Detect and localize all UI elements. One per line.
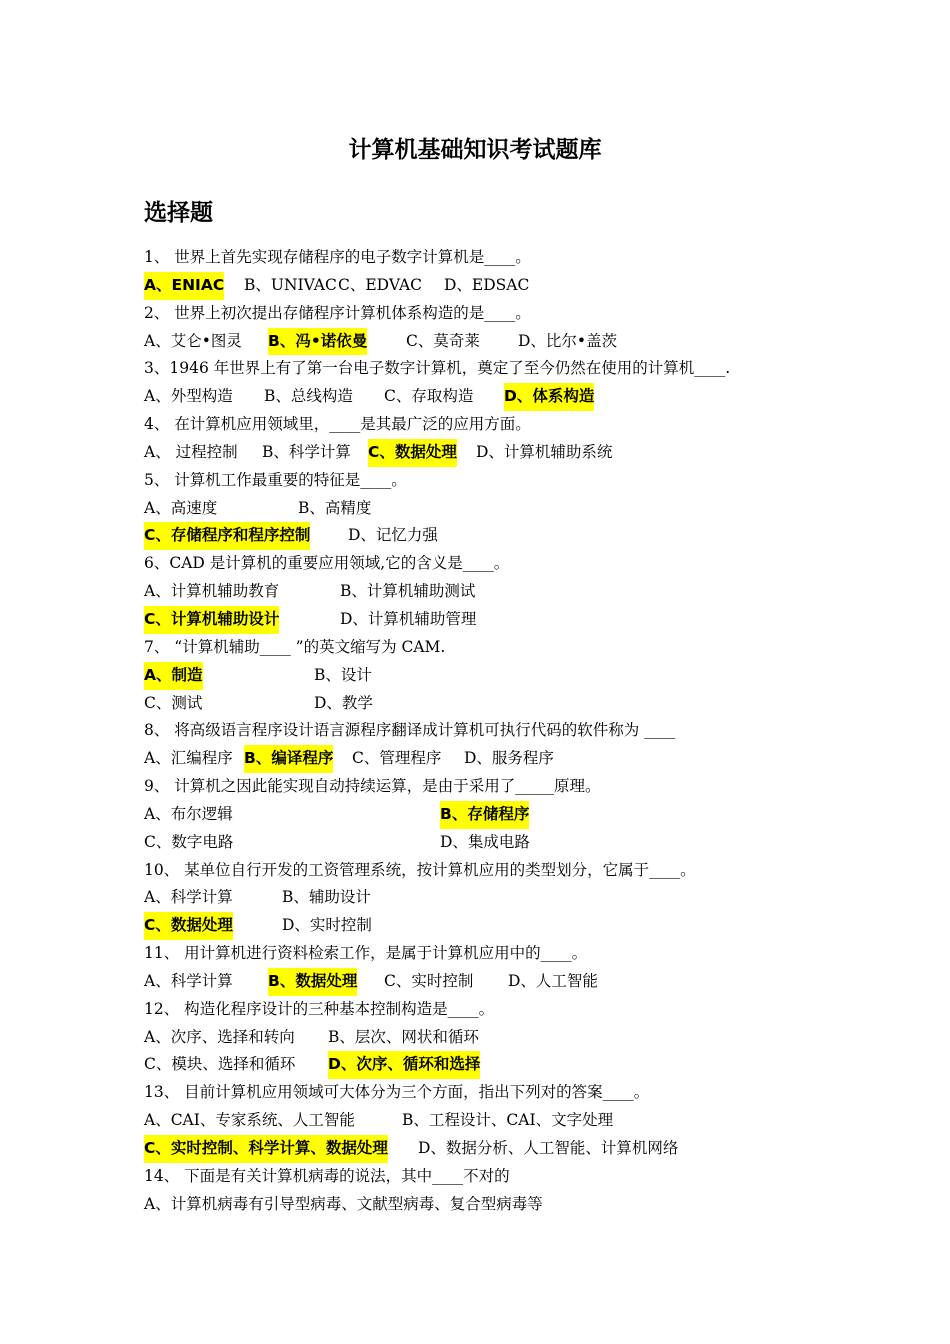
text-segment: B、设计 <box>314 665 372 684</box>
text-line <box>144 1107 824 1135</box>
text-line <box>144 328 824 356</box>
text-line <box>144 606 824 634</box>
text-line <box>144 355 824 383</box>
text-line <box>144 272 824 300</box>
text-line <box>144 522 824 550</box>
text-segment: B、总线构造 <box>264 387 353 406</box>
text-line <box>144 690 824 718</box>
text-segment: C、数字电路 <box>144 832 234 851</box>
text-segment: C、EDVAC <box>338 275 423 294</box>
section-heading: 选择题 <box>144 200 213 226</box>
highlighted-answer: B、编译程序 <box>244 745 333 773</box>
text-segment: D、记忆力强 <box>348 526 438 545</box>
highlighted-answer: A、制造 <box>144 662 203 690</box>
text-segment: C、管理程序 <box>352 749 442 768</box>
text-segment: C、实时控制 <box>384 971 474 990</box>
text-segment: D、教学 <box>314 693 373 712</box>
text-segment: 2、 世界上初次提出存储程序计算机体系构造的是____。 <box>144 303 531 322</box>
text-segment: A、高速度 <box>144 498 218 517</box>
text-segment: A、汇编程序 <box>144 749 233 768</box>
text-segment: 12、 构造化程序设计的三种基本控制构造是____。 <box>144 999 495 1018</box>
highlighted-answer: D、次序、循环和选择 <box>328 1051 480 1079</box>
text-segment: D、人工智能 <box>508 971 598 990</box>
text-segment: C、莫奇莱 <box>406 331 480 350</box>
highlighted-answer: C、实时控制、科学计算、数据处理 <box>144 1135 388 1163</box>
text-segment: 3、1946 年世界上有了第一台电子数字计算机，奠定了至今仍然在使用的计算机____. <box>144 359 731 378</box>
text-segment: B、UNIVAC <box>244 275 337 294</box>
text-line <box>144 634 824 662</box>
text-segment: A、科学计算 <box>144 888 233 907</box>
text-segment: B、科学计算 <box>262 442 351 461</box>
text-segment: 14、 下面是有关计算机病毒的说法，其中____不对的 <box>144 1166 510 1185</box>
text-segment: D、比尔•盖茨 <box>518 331 618 350</box>
text-line <box>144 495 824 523</box>
text-line <box>144 439 824 467</box>
text-segment: B、高精度 <box>298 498 372 517</box>
text-line <box>144 467 824 495</box>
text-line <box>144 717 824 745</box>
text-segment: A、 过程控制 <box>144 442 238 461</box>
text-segment: 7、 “计算机辅助____ ”的英文缩写为 CAM. <box>144 637 446 656</box>
text-line <box>144 773 824 801</box>
text-segment: D、EDSAC <box>444 275 530 294</box>
text-segment: A、科学计算 <box>144 971 233 990</box>
text-segment: 4、 在计算机应用领域里，____是其最广泛的应用方面。 <box>144 415 531 434</box>
text-segment: 10、 某单位自行开发的工资管理系统，按计算机应用的类型划分，它属于____。 <box>144 860 696 879</box>
highlighted-answer: D、体系构造 <box>504 383 594 411</box>
text-segment: 5、 计算机工作最重要的特征是____。 <box>144 470 407 489</box>
text-line <box>144 940 824 968</box>
text-line <box>144 1135 824 1163</box>
text-segment: B、工程设计、CAI、文字处理 <box>402 1111 614 1130</box>
text-segment: 11、 用计算机进行资料检索工作，是属于计算机应用中的____。 <box>144 944 588 963</box>
highlighted-answer: B、存储程序 <box>440 801 529 829</box>
text-segment: C、模块、选择和循环 <box>144 1055 296 1074</box>
text-segment: D、计算机辅助管理 <box>340 609 477 628</box>
document-title: 计算机基础知识考试题库 <box>348 137 602 163</box>
text-line <box>144 1163 824 1191</box>
text-segment: 1、 世界上首先实现存储程序的电子数字计算机是____。 <box>144 248 531 266</box>
text-segment: 8、 将高级语言程序设计语言源程序翻译成计算机可执行代码的软件称为 ____ <box>144 721 676 740</box>
text-line <box>144 550 824 578</box>
text-line <box>144 662 824 690</box>
text-line <box>144 411 824 439</box>
text-line <box>144 1079 824 1107</box>
highlighted-answer: C、数据处理 <box>368 439 457 467</box>
text-segment: B、辅助设计 <box>282 888 371 907</box>
text-segment: A、布尔逻辑 <box>144 804 233 823</box>
text-line <box>144 996 824 1024</box>
text-line <box>144 244 824 272</box>
text-line <box>144 801 824 829</box>
text-line <box>144 1051 824 1079</box>
highlighted-answer: C、数据处理 <box>144 912 233 940</box>
text-line <box>144 578 824 606</box>
text-segment: A、次序、选择和转向 <box>144 1027 295 1046</box>
text-segment: D、集成电路 <box>440 832 530 851</box>
text-line <box>144 1024 824 1052</box>
text-segment: A、外型构造 <box>144 387 233 406</box>
text-segment: A、计算机辅助教育 <box>144 582 280 601</box>
text-line <box>144 383 824 411</box>
text-segment: B、层次、网状和循环 <box>328 1027 479 1046</box>
text-segment: A、CAI、专家系统、人工智能 <box>144 1111 355 1130</box>
text-segment: D、服务程序 <box>464 749 554 768</box>
text-segment: D、实时控制 <box>282 916 372 935</box>
text-segment: 13、 目前计算机应用领域可大体分为三个方面，指出下列对的答案____。 <box>144 1083 650 1102</box>
text-segment: D、计算机辅助系统 <box>476 442 613 461</box>
text-segment: C、存取构造 <box>384 387 474 406</box>
text-line <box>144 912 824 940</box>
highlighted-answer: C、存储程序和程序控制 <box>144 522 310 550</box>
question-list <box>144 244 824 1219</box>
highlighted-answer: A、ENIAC <box>144 272 224 300</box>
text-segment: C、测试 <box>144 693 203 712</box>
text-line <box>144 1191 824 1219</box>
text-line <box>144 829 824 857</box>
text-line <box>144 857 824 885</box>
text-segment: 9、 计算机之因此能实现自动持续运算，是由于采用了_____原理。 <box>144 777 601 796</box>
text-segment: A、艾仑•图灵 <box>144 331 242 350</box>
highlighted-answer: B、冯•诺依曼 <box>268 328 367 356</box>
highlighted-answer: C、计算机辅助设计 <box>144 606 279 634</box>
text-line <box>144 968 824 996</box>
text-segment: B、计算机辅助测试 <box>340 582 476 601</box>
text-segment: 6、CAD 是计算机的重要应用领域,它的含义是____。 <box>144 554 510 573</box>
highlighted-answer: B、数据处理 <box>268 968 357 996</box>
text-line <box>144 884 824 912</box>
text-segment: A、计算机病毒有引导型病毒、文献型病毒、复合型病毒等 <box>144 1194 543 1213</box>
text-line <box>144 745 824 773</box>
text-line <box>144 300 824 328</box>
text-segment: D、数据分析、人工智能、计算机网络 <box>418 1139 679 1157</box>
